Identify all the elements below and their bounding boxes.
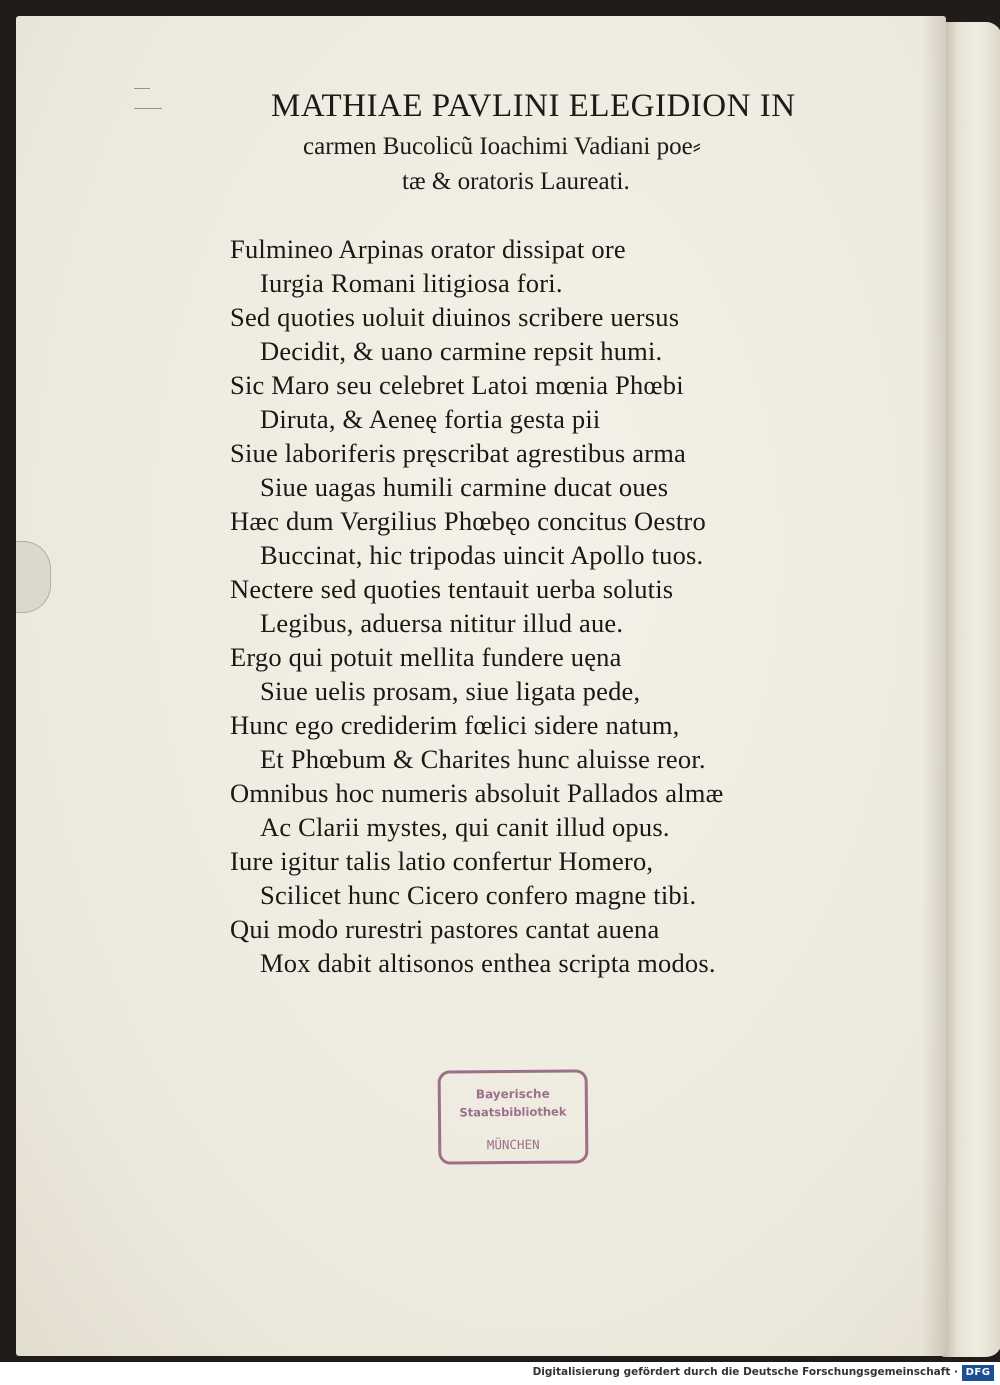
stamp-line-1: Bayerische: [475, 1086, 550, 1102]
gutter-shadow: [922, 16, 946, 1356]
book-page: [16, 16, 946, 1356]
verse-line: Mox dabit altisonos enthea scripta modos.: [260, 948, 716, 978]
verse-line: Sic Maro seu celebret Latoi mœnia Phœbi: [230, 370, 684, 400]
verse-line: Nectere sed quoties tentauit uerba solutis: [230, 574, 674, 604]
verse-line: Fulmineo Arpinas orator dissipat ore: [230, 234, 626, 264]
poem-subtitle-line-1: carmen Bucolicũ Ioachimi Vadiani poe⸗: [303, 133, 702, 160]
verse-line: Sed quoties uoluit diuinos scribere uersus: [230, 302, 680, 332]
verse-line: Diruta, & Aeneę fortia gesta pii: [260, 404, 601, 434]
stamp-line-2: Staatsbibliothek: [459, 1104, 567, 1120]
poem-subtitle-line-2: tæ & oratoris Laureati.: [402, 168, 630, 195]
verse-line: Et Phœbum & Charites hunc aluisse reor.: [260, 744, 706, 774]
verse-line: Omnibus hoc numeris absoluit Pallados almæ: [230, 778, 724, 808]
verse-line: Hæc dum Vergilius Phœbęo concitus Oestro: [230, 506, 706, 536]
verse-line: Legibus, aduersa nititur illud aue.: [260, 608, 624, 638]
footer-bar: [0, 1362, 1000, 1385]
verse-line: Ac Clarii mystes, qui canit illud opus.: [260, 812, 670, 842]
verse-line: Decidit, & uano carmine repsit humi.: [260, 336, 663, 366]
verse-line: Qui modo rurestri pastores cantat auena: [230, 914, 660, 944]
verse-line: Iure igitur talis latio confertur Homero,: [230, 846, 654, 876]
verse-line: Siue uelis prosam, siue ligata pede,: [260, 676, 641, 706]
poem-title: MATHIAE PAVLINI ELEGIDION IN: [271, 88, 796, 124]
verse-line: Scilicet hunc Cicero confero magne tibi.: [260, 880, 697, 910]
margin-mark: [134, 108, 162, 109]
verse-line: Siue laboriferis pręscribat agrestibus arma: [230, 438, 686, 468]
dfg-logo: DFG: [962, 1365, 994, 1381]
funding-notice: Digitalisierung gefördert durch die Deutsche Forschungsgemeinschaft ·: [532, 1366, 958, 1378]
verse-line: Ergo qui potuit mellita fundere uęna: [230, 642, 622, 672]
verse-line: Hunc ego crediderim fœlici sidere natum,: [230, 710, 680, 740]
margin-mark: [134, 88, 150, 89]
stamp-line-3: MÜNCHEN: [486, 1136, 540, 1153]
facing-page-edge: [942, 22, 1000, 1357]
verse-line: Buccinat, hic tripodas uincit Apollo tuos.: [260, 540, 704, 570]
page-clip-tab: [16, 541, 51, 613]
library-stamp: [438, 1069, 589, 1164]
verse-line: Siue uagas humili carmine ducat oues: [260, 472, 669, 502]
verse-line: Iurgia Romani litigiosa fori.: [260, 268, 563, 298]
